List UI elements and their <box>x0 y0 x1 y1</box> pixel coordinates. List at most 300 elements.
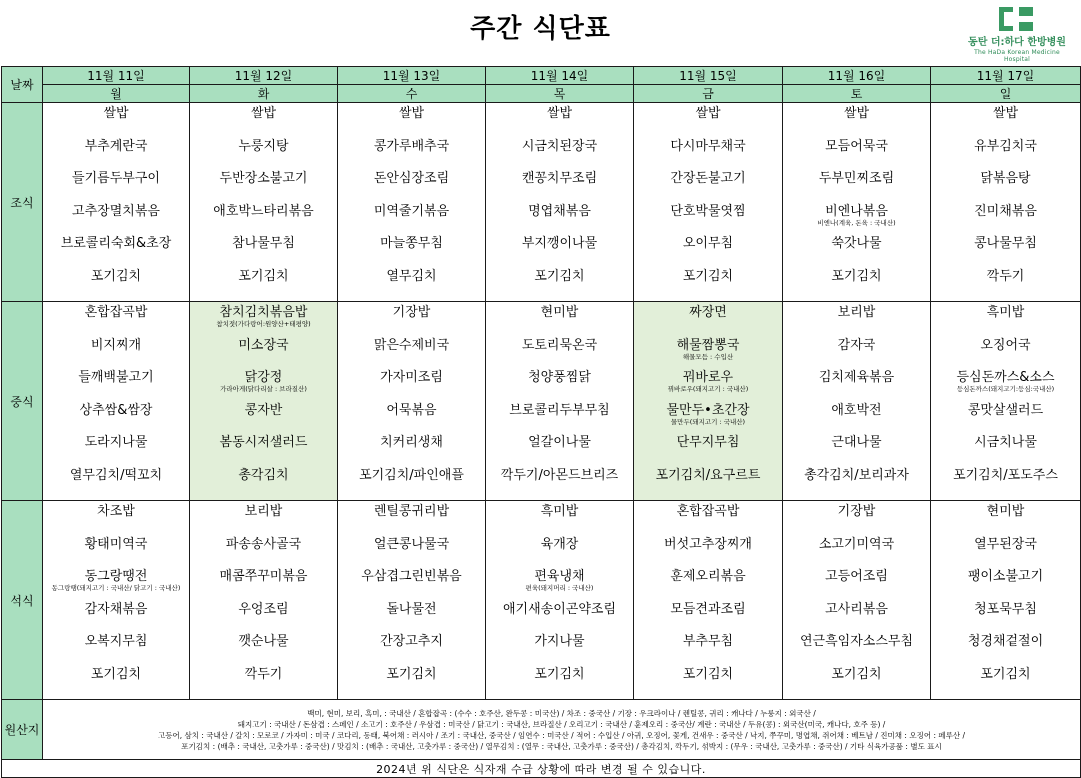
dish-name: 진미채볶음 <box>974 203 1037 219</box>
menu-item <box>634 634 782 667</box>
menu-item <box>783 569 930 602</box>
logo-subtitle: The HaDa Korean Medicine Hospital <box>974 49 1060 63</box>
menu-item <box>190 667 337 700</box>
menu-item <box>43 634 189 667</box>
dish-name: 물만두•초간장 <box>666 402 750 418</box>
menu-item <box>931 338 1080 371</box>
menu-item <box>783 204 930 237</box>
menu-item <box>190 537 337 570</box>
dish-name: 연근흑임자소스무침 <box>799 634 914 649</box>
dish-name: 도라지나물 <box>84 435 148 450</box>
dish-name: 근대나물 <box>831 435 882 450</box>
dish-name: 누룽지탕 <box>238 138 289 154</box>
weekday-sun: 일 <box>931 85 1081 103</box>
dish-name: 부추계란국 <box>84 138 148 154</box>
dish-name: 얼큰콩나물국 <box>373 536 450 552</box>
menu-item <box>783 403 930 436</box>
menu-item <box>43 435 189 468</box>
dish-name: 포기김치/파인애플 <box>359 467 464 483</box>
menu-item <box>486 569 633 602</box>
menu-item <box>190 106 337 139</box>
dish-name: 오이무침 <box>682 236 734 251</box>
menu-item <box>486 468 633 501</box>
menu-item <box>783 504 930 537</box>
menu-item <box>43 537 189 570</box>
dish-name: 도토리묵온국 <box>521 337 598 353</box>
dish-name: 들깨백불고기 <box>78 370 154 385</box>
weekday-tue: 화 <box>190 85 338 103</box>
dish-name: 열무된장국 <box>974 536 1037 552</box>
menu-item <box>931 634 1080 667</box>
dish-name: 맑은수제비국 <box>373 337 450 353</box>
breakfast-row <box>2 103 1081 302</box>
menu-item <box>190 305 337 338</box>
menu-item <box>190 468 337 501</box>
dish-name: 비엔나볶음 <box>825 203 888 219</box>
menu-cell-lunch-tue <box>190 302 338 501</box>
dish-name: 치커리생채 <box>380 435 443 450</box>
menu-item <box>931 569 1080 602</box>
dish-name: 단무지무침 <box>676 435 740 450</box>
dish-name: 쌀밥 <box>103 106 129 121</box>
dish-name: 다시마무채국 <box>670 138 746 154</box>
dish-name: 가지나물 <box>534 634 585 649</box>
menu-item <box>43 171 189 204</box>
dish-name: 참치김치볶음밥 <box>219 305 308 320</box>
menu-item <box>783 338 930 371</box>
dish-name: 보리밥 <box>837 305 876 320</box>
dish-name: 캔꽁치무조림 <box>521 171 598 186</box>
menu-item <box>338 236 485 269</box>
dish-name: 보리밥 <box>244 504 283 519</box>
dish-name: 감자국 <box>837 337 876 353</box>
menu-item <box>190 634 337 667</box>
menu-item <box>43 569 189 602</box>
menu-item <box>486 106 633 139</box>
menu-item <box>634 403 782 436</box>
weekday-fri: 금 <box>634 85 783 103</box>
meal-label-dinner: 석식 <box>2 501 43 700</box>
dish-name: 봄동시저샐러드 <box>219 435 308 450</box>
dish-name: 혼합잡곡밥 <box>84 305 148 320</box>
menu-item <box>43 370 189 403</box>
dish-name: 들기름두부구이 <box>72 171 160 186</box>
meal-label-lunch: 중식 <box>2 302 43 501</box>
menu-item <box>190 569 337 602</box>
dish-origin-note: 참치젓(가다랑어:원양산+태평양) <box>216 320 311 328</box>
dish-name: 모듬어묵국 <box>825 138 888 154</box>
menu-item <box>634 537 782 570</box>
menu-item <box>931 504 1080 537</box>
dish-name: 우삼겹그린빈볶음 <box>361 569 462 584</box>
menu-cell-lunch-mon <box>43 302 190 501</box>
dish-name: 포기김치 <box>831 268 882 284</box>
dish-name: 어묵볶음 <box>386 402 437 418</box>
menu-item <box>931 403 1080 436</box>
notice-text: 2024년 위 식단은 식자재 수급 상황에 따라 변경 될 수 있습니다. <box>2 760 1081 778</box>
menu-item <box>634 171 782 204</box>
dish-name: 청경채겉절이 <box>967 634 1044 649</box>
menu-item <box>783 468 930 501</box>
menu-item <box>43 403 189 436</box>
menu-item <box>338 403 485 436</box>
dish-name: 콩나물무침 <box>974 236 1037 251</box>
dish-origin-note: 물만두(돼지고기 : 국내산) <box>670 417 746 426</box>
dish-name: 참나물무침 <box>232 236 295 251</box>
dish-name: 마늘쫑무침 <box>380 236 443 251</box>
menu-item <box>43 338 189 371</box>
dish-name: 애호박전 <box>831 402 882 418</box>
menu-item <box>931 602 1080 635</box>
dish-name: 감자채볶음 <box>84 601 148 617</box>
date-tue: 11월 12일 <box>190 67 338 85</box>
dish-name: 소고기미역국 <box>818 536 895 552</box>
menu-item <box>486 269 633 302</box>
dish-name: 부지깽이나물 <box>521 236 598 251</box>
menu-item <box>486 139 633 172</box>
dish-name: 간장고추지 <box>380 634 443 649</box>
menu-item <box>931 269 1080 302</box>
dish-origin-note: 등심돈까스(돼지고기:등심:국내산) <box>956 385 1055 393</box>
dish-name: 청양풍찜닭 <box>528 370 591 385</box>
dish-name: 차조밥 <box>97 504 135 519</box>
menu-item <box>634 569 782 602</box>
menu-item <box>338 602 485 635</box>
menu-item <box>486 236 633 269</box>
menu-item <box>783 305 930 338</box>
menu-cell-breakfast-sun <box>931 103 1081 302</box>
dish-name: 동그랑땡전 <box>84 569 148 584</box>
dish-name: 포기김치 <box>682 666 734 682</box>
dish-name: 포기김치 <box>90 666 142 682</box>
menu-item <box>783 435 930 468</box>
menu-item <box>190 435 337 468</box>
dish-name: 고사리볶음 <box>825 601 888 617</box>
page-title: 주간 식단표 <box>470 14 611 44</box>
menu-item <box>486 537 633 570</box>
dish-name: 고추장멸치볶음 <box>72 203 160 219</box>
logo-name: 동탄 더:하다 한방병원 <box>968 37 1066 48</box>
dish-name: 콩자반 <box>244 402 283 418</box>
dish-name: 깍두기 <box>986 268 1025 284</box>
dish-name: 돌나물전 <box>386 601 437 617</box>
menu-cell-dinner-fri <box>634 501 783 700</box>
menu-item <box>634 435 782 468</box>
menu-item <box>931 204 1080 237</box>
dish-origin-note: 비엔나(계육, 돈육 : 국내산) <box>817 218 896 227</box>
menu-item <box>43 602 189 635</box>
menu-item <box>486 435 633 468</box>
weekday-sat: 토 <box>783 85 931 103</box>
menu-item <box>931 171 1080 204</box>
menu-cell-dinner-thu <box>486 501 634 700</box>
menu-item <box>43 667 189 700</box>
dish-name: 쑥갓나물 <box>831 236 882 251</box>
menu-cell-dinner-mon <box>43 501 190 700</box>
dish-name: 버섯고추장찌개 <box>664 536 752 552</box>
dish-name: 포기김치/요구르트 <box>655 467 761 483</box>
menu-item <box>486 667 633 700</box>
menu-item <box>338 171 485 204</box>
dish-origin-note: 가라아게(닭다리살 : 브라질산) <box>220 385 307 393</box>
menu-item <box>43 269 189 302</box>
menu-item <box>338 338 485 371</box>
dish-name: 깍두기/아몬드브리즈 <box>500 467 619 483</box>
menu-item <box>486 338 633 371</box>
menu-item <box>43 139 189 172</box>
dish-name: 파송송사골국 <box>225 536 302 552</box>
header <box>0 0 1081 64</box>
hospital-logo <box>962 6 1072 62</box>
menu-item <box>338 435 485 468</box>
weekly-menu-table <box>1 66 1081 778</box>
dish-name: 열무김치/떡꼬치 <box>69 467 163 483</box>
origin-line: 포기김치 : (배추 : 국내산, 고춧가루 : 중국산) / 맛김치 : (배추 : 국내산, 고춧가루 : 중국산) / 열무김치 : (열무 : 국내산, 고춧가루 : 중국산) / 총각김치, 깍두기, 섞박지 : (무우 : 국내산, 고춧가루 : 중국산) / 기타 식육가공품 : 별도 표시 <box>181 741 942 751</box>
dish-name: 시금치나물 <box>974 435 1037 450</box>
dish-name: 청포묵무침 <box>974 601 1037 617</box>
menu-item <box>486 504 633 537</box>
dish-name: 흑미밥 <box>540 504 579 519</box>
menu-item <box>931 106 1080 139</box>
menu-item <box>783 634 930 667</box>
dish-name: 황태미역국 <box>84 536 148 552</box>
dish-origin-note: 꿔바로우(돼지고기 : 국내산) <box>667 385 749 393</box>
menu-item <box>43 504 189 537</box>
menu-item <box>486 305 633 338</box>
menu-item <box>783 269 930 302</box>
menu-item <box>931 537 1080 570</box>
menu-item <box>931 468 1080 501</box>
menu-item <box>338 106 485 139</box>
dish-name: 애기새송이곤약조림 <box>502 601 617 617</box>
dish-name: 미역줄기볶음 <box>373 203 450 219</box>
dish-name: 브로콜리두부무침 <box>509 402 610 418</box>
dish-origin-note: 해물모듬 : 수입산 <box>682 352 734 361</box>
menu-item <box>338 269 485 302</box>
dish-name: 우엉조림 <box>238 601 289 617</box>
dish-name: 포기김치 <box>90 268 142 284</box>
dish-name: 닭강정 <box>244 370 283 385</box>
dish-name: 쌀밥 <box>250 106 277 121</box>
dish-name: 포기김치/포도주스 <box>953 467 1058 483</box>
menu-item <box>931 435 1080 468</box>
menu-item <box>634 139 782 172</box>
dish-name: 간장돈불고기 <box>670 171 746 186</box>
date-sat: 11월 16일 <box>783 67 931 85</box>
menu-item <box>634 504 782 537</box>
dish-name: 비지찌개 <box>90 337 142 353</box>
origin-line: 고등어, 삼치 : 국내산 / 갈치 : 모로코 / 가자미 : 미국 / 코다리, 동태, 북어채 : 러시아 / 조기 : 국내산, 중국산 / 임연수 : 미국산 / 적어 : 수입산 / 아귀, 오징어, 꽃게, 건새우 : 중국산 / 낙지, 쭈꾸미, 명엽채, 쥐어채 : 베트남 / 진미채 : 오징어 : 페루산 / <box>157 730 966 740</box>
menu-cell-breakfast-wed <box>338 103 486 302</box>
menu-item <box>338 569 485 602</box>
notice-row <box>2 760 1081 778</box>
dish-name: 포기김치 <box>534 666 585 682</box>
menu-item <box>338 537 485 570</box>
dish-name: 두부민찌조림 <box>818 171 895 186</box>
dish-name: 흑미밥 <box>986 305 1025 320</box>
dish-name: 브로콜리숙회&초장 <box>60 236 172 251</box>
menu-item <box>190 139 337 172</box>
menu-item <box>43 236 189 269</box>
dish-name: 가자미조림 <box>380 370 443 385</box>
menu-item <box>634 370 782 403</box>
menu-item <box>190 171 337 204</box>
lunch-row <box>2 302 1081 501</box>
dish-name: 명엽채볶음 <box>528 203 591 219</box>
menu-cell-breakfast-mon <box>43 103 190 302</box>
weekday-mon: 월 <box>43 85 190 103</box>
origin-line: 돼지고기 : 국내산 / 돈삼겹 : 스페인 / 소고기 : 호주산 / 우삼겹 : 미국산 / 닭고기 : 국내산, 브라질산 / 오리고기 : 국내산 / 훈제오리 : 중국산/ 계란 : 국내산 / 두유(콩) : 외국산(미국, 캐나다, 호주 등) / <box>237 719 886 729</box>
date-header-label: 날짜 <box>2 67 43 103</box>
dish-name: 단호박물엿찜 <box>670 203 746 219</box>
dish-name: 등심돈까스&소스 <box>956 370 1055 385</box>
dish-name: 훈제오리볶음 <box>670 569 746 584</box>
menu-item <box>190 602 337 635</box>
dish-name: 콩가루배추국 <box>373 138 450 154</box>
menu-cell-lunch-sun <box>931 302 1081 501</box>
dish-origin-note: 동그랑땡(돼지고기 : 국내산/ 닭고기 : 국내산) <box>51 584 181 592</box>
dish-name: 포기김치 <box>386 666 437 682</box>
dish-name: 포기김치 <box>831 666 882 682</box>
dish-name: 짜장면 <box>689 305 727 320</box>
logo-mark-icon <box>997 6 1037 32</box>
menu-item <box>338 305 485 338</box>
dish-name: 유부김치국 <box>974 138 1037 154</box>
menu-cell-lunch-wed <box>338 302 486 501</box>
menu-item <box>486 171 633 204</box>
origin-label: 원산지 <box>2 700 43 760</box>
menu-item <box>783 236 930 269</box>
menu-item <box>783 370 930 403</box>
dish-name: 혼합잡곡밥 <box>676 504 740 519</box>
menu-item <box>338 370 485 403</box>
dish-name: 미소장국 <box>238 337 289 353</box>
dish-name: 두반장소불고기 <box>219 171 308 186</box>
menu-cell-dinner-sun <box>931 501 1081 700</box>
origin-row <box>2 700 1081 760</box>
menu-item <box>43 106 189 139</box>
menu-cell-breakfast-tue <box>190 103 338 302</box>
menu-cell-lunch-thu <box>486 302 634 501</box>
dish-name: 편육냉채 <box>534 569 585 584</box>
dish-name: 현미밥 <box>540 305 579 320</box>
menu-item <box>190 504 337 537</box>
weekday-thu: 목 <box>486 85 634 103</box>
menu-item <box>190 370 337 403</box>
menu-item <box>783 667 930 700</box>
menu-item <box>931 236 1080 269</box>
dish-name: 꿔바로우 <box>682 370 734 385</box>
dish-name: 쌀밥 <box>695 106 721 121</box>
menu-item <box>338 139 485 172</box>
menu-cell-breakfast-fri <box>634 103 783 302</box>
dish-name: 오복지무침 <box>84 634 148 649</box>
dish-name: 콩맛살샐러드 <box>967 402 1044 418</box>
menu-cell-lunch-sat <box>783 302 931 501</box>
dish-name: 기장밥 <box>837 504 876 519</box>
dish-name: 김치제육볶음 <box>818 370 895 385</box>
dish-name: 총각김치 <box>238 467 289 483</box>
menu-item <box>931 139 1080 172</box>
menu-item <box>486 403 633 436</box>
dish-name: 팽이소불고기 <box>967 569 1044 584</box>
menu-item <box>634 667 782 700</box>
dish-name: 쌀밥 <box>546 106 573 121</box>
dish-name: 기장밥 <box>392 305 431 320</box>
dish-name: 깍두기 <box>244 666 283 682</box>
dish-name: 애호박느타리볶음 <box>213 203 314 219</box>
origin-info <box>43 700 1081 760</box>
menu-item <box>338 504 485 537</box>
date-mon: 11월 11일 <box>43 67 190 85</box>
menu-item <box>338 468 485 501</box>
menu-item <box>43 204 189 237</box>
menu-item <box>190 269 337 302</box>
menu-item <box>634 468 782 501</box>
dish-name: 렌틸콩귀리밥 <box>373 504 450 519</box>
menu-item <box>783 106 930 139</box>
dish-name: 상추쌈&쌈장 <box>79 402 153 418</box>
date-sun: 11월 17일 <box>931 67 1081 85</box>
dish-name: 고등어조림 <box>825 569 888 584</box>
dish-name: 쌀밥 <box>843 106 870 121</box>
dish-name: 시금치된장국 <box>521 138 598 154</box>
dish-name: 포기김치 <box>534 268 585 284</box>
menu-item <box>486 602 633 635</box>
date-row <box>2 67 1081 85</box>
date-wed: 11월 13일 <box>338 67 486 85</box>
weekday-row <box>2 85 1081 103</box>
dish-name: 쌀밥 <box>992 106 1019 121</box>
menu-item <box>634 269 782 302</box>
dish-name: 총각김치/보리과자 <box>804 467 909 483</box>
dish-name: 매콤쭈꾸미볶음 <box>219 569 308 584</box>
menu-item <box>338 204 485 237</box>
menu-item <box>931 370 1080 403</box>
menu-item <box>190 403 337 436</box>
date-fri: 11월 15일 <box>634 67 783 85</box>
menu-item <box>43 305 189 338</box>
menu-item <box>338 634 485 667</box>
dish-name: 포기김치 <box>238 268 289 284</box>
menu-item <box>783 537 930 570</box>
origin-line: 백미, 현미, 보리, 흑미, : 국내산 / 혼합잡곡 : (수수 : 호주산, 완두콩 : 미국산) / 차조 : 중국산 / 기장 : 우크라이나 / 렌틸콩, 귀리 : 캐나다 / 누룽지 : 외국산 / <box>307 708 816 718</box>
dish-name: 포기김치 <box>682 268 734 284</box>
menu-item <box>634 236 782 269</box>
menu-item <box>634 204 782 237</box>
dish-origin-note: 편육(돼지머리 : 국내산) <box>525 584 594 592</box>
date-thu: 11월 14일 <box>486 67 634 85</box>
menu-item <box>190 338 337 371</box>
weekday-wed: 수 <box>338 85 486 103</box>
menu-item <box>783 171 930 204</box>
dish-name: 부추무침 <box>682 634 734 649</box>
dish-name: 깻순나물 <box>238 634 289 649</box>
menu-cell-dinner-wed <box>338 501 486 700</box>
menu-cell-dinner-sat <box>783 501 931 700</box>
dish-name: 모듬견과조림 <box>670 601 746 617</box>
menu-item <box>634 602 782 635</box>
menu-item <box>43 468 189 501</box>
menu-item <box>634 106 782 139</box>
dish-name: 현미밥 <box>986 504 1025 519</box>
dish-name: 닭볶음탕 <box>980 171 1031 186</box>
dish-name: 얼갈이나물 <box>528 435 591 450</box>
menu-cell-lunch-fri <box>634 302 783 501</box>
menu-item <box>634 305 782 338</box>
menu-item <box>486 204 633 237</box>
menu-item <box>338 667 485 700</box>
